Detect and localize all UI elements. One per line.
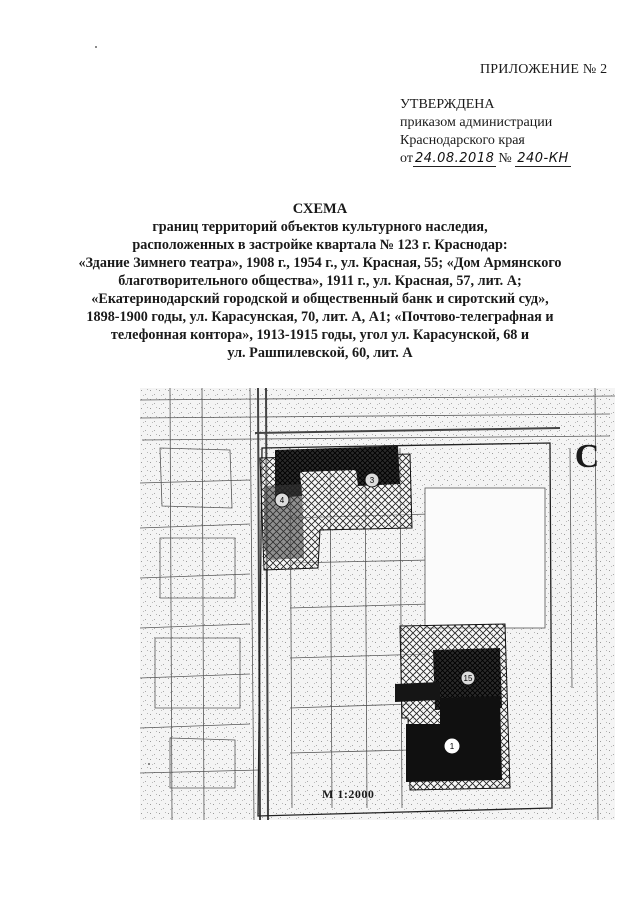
document-title [70, 200, 570, 362]
title-line: «Екатеринодарский городской и общественный банк и сиротский суд», [91, 291, 549, 307]
approval-date-line [400, 150, 630, 168]
handwritten-date: 24.08.2018 [414, 151, 495, 166]
north-arrow-icon: С [574, 438, 600, 475]
object-label-1: 1 [449, 742, 455, 751]
title-line: ул. Рашпилевской, 60, лит. А [227, 345, 413, 361]
title-line: телефонная контора», 1913-1915 годы, угол ул. Карасунской, 68 и [110, 327, 530, 343]
approval-order-line: приказом администрации [400, 115, 553, 130]
scan-speck [148, 763, 150, 765]
handwritten-number: 240-КН [517, 151, 569, 166]
scan-speck [95, 46, 97, 48]
approval-block [400, 96, 630, 168]
object-label-15: 15 [463, 674, 473, 683]
title-heading: СХЕМА [292, 201, 348, 217]
date-prefix: от [400, 151, 413, 166]
title-line: благотворительного общества», 1911 г., ул. Красная, 57, лит. А; [118, 273, 522, 289]
title-line: расположенных в застройке квартала № 123 г. Краснодар: [132, 237, 508, 253]
number-prefix: № [498, 151, 512, 166]
map-drawing [140, 388, 615, 820]
heritage-object-annex [395, 682, 440, 702]
object-label-4: 4 [279, 496, 285, 505]
object-label-3: 3 [369, 476, 375, 485]
title-line: границ территорий объектов культурного наследия, [152, 219, 488, 235]
approval-authority-line: Краснодарского края [400, 133, 525, 148]
title-line: 1898-1900 годы, ул. Карасунская, 70, лит. А, А1; «Почтово-телеграфная и [86, 309, 554, 325]
title-line: «Здание Зимнего театра», 1908 г., 1954 г., ул. Красная, 55; «Дом Армянского [78, 255, 562, 271]
appendix-label: ПРИЛОЖЕНИЕ № 2 [480, 62, 608, 77]
cadastral-map [140, 388, 615, 820]
approval-status: УТВЕРЖДЕНА [400, 97, 495, 112]
map-scale: М 1:2000 [322, 787, 375, 801]
